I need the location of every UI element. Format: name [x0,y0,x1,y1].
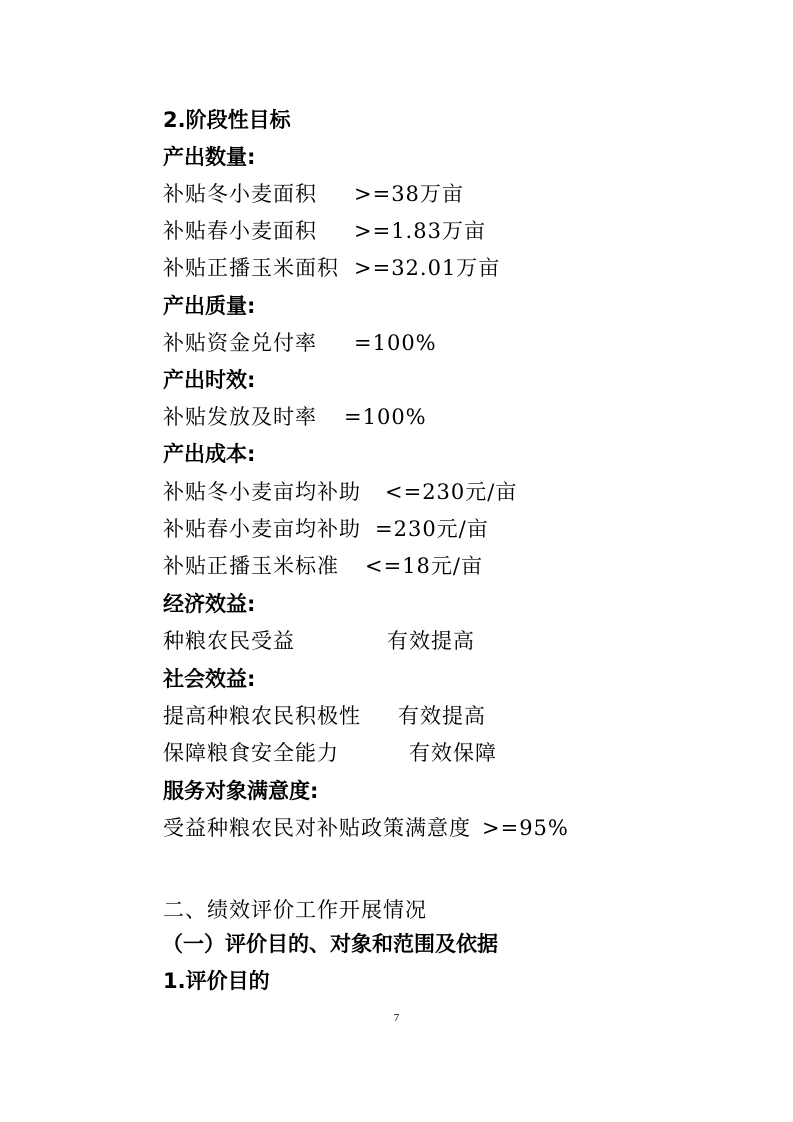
indicator-item: 保障粮食安全能力 [163,741,339,765]
indicator-item: 补贴冬小麦面积 [163,182,317,206]
indicator-item: 补贴正播玉米标准 [163,554,339,578]
indicator-row [163,217,486,245]
indicator-value: 有效提高 [387,629,475,653]
indicator-row [163,515,489,543]
indicator-item: 提高种粮农民积极性 [163,704,361,728]
indicator-item: 补贴资金兑付率 [163,331,317,355]
indicator-row [163,702,486,730]
heading-stage-goals: 2.阶段性目标 [163,108,291,132]
indicator-value: >=38万亩 [354,182,464,206]
indicator-value: <=18元/亩 [365,554,483,578]
indicator-value: 有效提高 [398,704,486,728]
section-title-satisfaction: 服务对象满意度: [163,779,319,803]
indicator-value: >=1.83万亩 [354,219,486,243]
section-title-economic-benefit: 经济效益: [163,592,256,616]
indicator-row [163,478,518,506]
indicator-row [163,627,475,655]
indicator-value: 有效保障 [409,741,497,765]
indicator-item: 补贴正播玉米面积 [163,256,339,280]
indicator-item: 受益种粮农民对补贴政策满意度 [163,816,471,840]
indicator-value: =100% [344,405,427,429]
indicator-row [163,739,497,767]
indicator-item: 补贴发放及时率 [163,405,317,429]
section-two-title: 二、绩效评价工作开展情况 [163,898,427,922]
section-title-social-benefit: 社会效益: [163,667,256,691]
section-title-output-timeliness: 产出时效: [163,368,256,392]
indicator-item: 补贴春小麦亩均补助 [163,517,361,541]
indicator-row [163,329,437,357]
indicator-value: =100% [354,331,437,355]
section-title-output-cost: 产出成本: [163,442,256,466]
indicator-row [163,254,501,282]
section-title-output-quantity: 产出数量: [163,145,256,169]
section-title-output-quality: 产出质量: [163,294,256,318]
indicator-item: 补贴春小麦面积 [163,219,317,243]
subsection-one-title: （一）评价目的、对象和范围及依据 [162,932,498,956]
indicator-row [163,814,569,842]
indicator-value: <=230元/亩 [385,480,518,504]
indicator-row [163,552,483,580]
indicator-row [163,403,427,431]
indicator-value: >=32.01万亩 [354,256,501,280]
item-one-title: 1.评价目的 [163,969,270,993]
indicator-item: 补贴冬小麦亩均补助 [163,480,361,504]
indicator-row [163,180,464,208]
page-number: 7 [393,1012,400,1024]
indicator-value: >=95% [482,816,569,840]
indicator-value: =230元/亩 [375,517,489,541]
indicator-item: 种粮农民受益 [163,629,295,653]
